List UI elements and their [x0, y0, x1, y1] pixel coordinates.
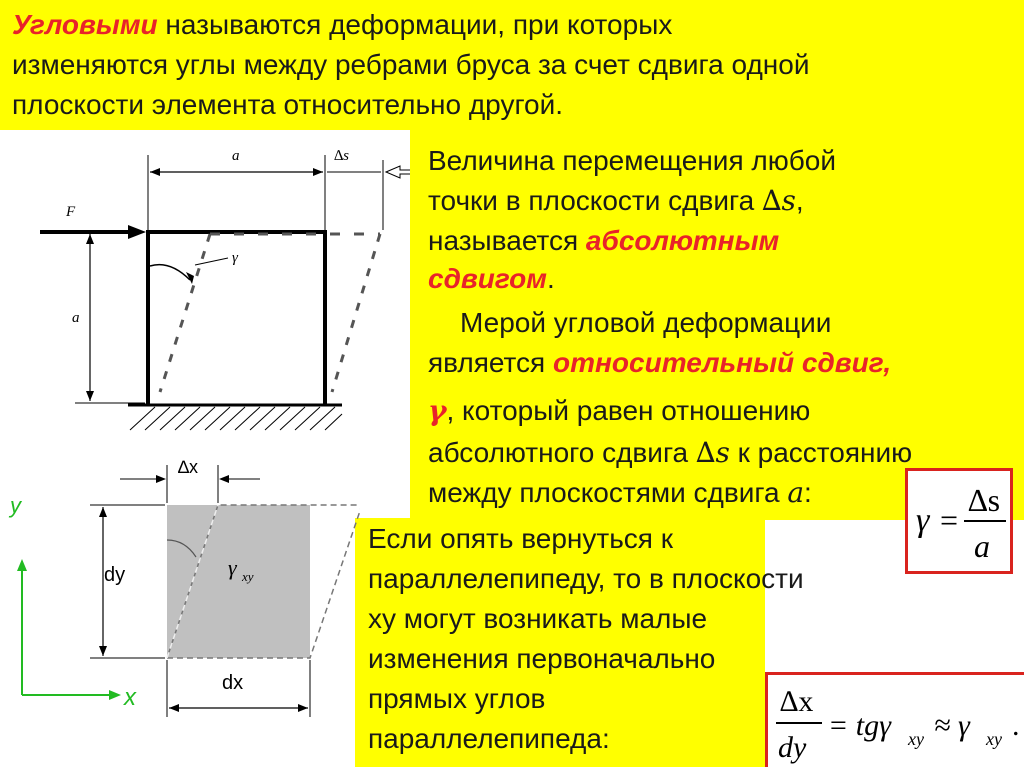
term-relative-shift: относительный сдвиг,	[553, 347, 892, 378]
ds-arrow-icon	[386, 166, 410, 178]
gamma-leader	[195, 258, 228, 265]
dim-side-arrow-top	[86, 234, 94, 244]
term-absolute: абсолютным	[585, 225, 780, 256]
x-axis-arrow	[109, 690, 121, 700]
block2-l2-pre: является	[428, 347, 553, 378]
formula2-rhs: = tgγ	[828, 709, 891, 742]
gamma-symbol: γ	[428, 394, 447, 427]
gamma-arc	[150, 265, 190, 280]
dx2-arrow-left	[169, 704, 179, 712]
intro-line-2: изменяются углы между ребрами бруса за счет сдвига одной	[12, 49, 810, 80]
intro-line1-rest: называются деформации, при которых	[157, 9, 673, 40]
block3-line-6: параллелепипеда:	[368, 723, 610, 754]
deformed-left	[160, 234, 210, 392]
y-axis-arrow	[17, 559, 27, 571]
formula-relative-shift	[905, 468, 1013, 574]
formula-tan-gamma	[765, 672, 1024, 767]
block2-line-1: Мерой угловой деформации	[460, 307, 832, 338]
block2-l5-pre: между плоскостями сдвига	[428, 477, 788, 508]
formula2-svg	[768, 675, 1024, 767]
element-shear-diagram	[0, 455, 360, 767]
block3-line-2: параллелепипеду, то в плоскости	[368, 563, 804, 594]
label-a-top: a	[232, 148, 240, 164]
label-a-side: a	[72, 310, 80, 326]
label-delta-x: ∆x	[178, 457, 199, 477]
block1-line-4	[428, 262, 555, 296]
intro-line-3: плоскости элемента относительно другой.	[12, 89, 564, 120]
ground-hatch	[130, 407, 342, 430]
element-square	[167, 505, 310, 658]
formula1-lhs: γ	[916, 502, 930, 539]
formula1-num: ∆s	[968, 482, 1001, 518]
label-dx: dx	[222, 672, 244, 694]
delta-s-symbol-2: ∆s	[695, 436, 730, 469]
dy-arrow-top	[99, 507, 107, 517]
dim-arrow-right	[313, 168, 323, 176]
label-F: F	[66, 204, 76, 220]
formula1-den: a	[974, 528, 990, 564]
block3-line-4: изменения первоначально	[368, 643, 716, 674]
dx2-arrow-right	[298, 704, 308, 712]
block2-line-5	[428, 476, 812, 510]
dy-arrow-bottom	[99, 646, 107, 656]
formula1-eq: =	[940, 502, 959, 538]
block1-line-3	[428, 224, 779, 258]
block2-line-4	[428, 436, 912, 470]
label-x-axis: x	[124, 684, 136, 711]
block1-line-2	[428, 184, 804, 218]
block2-l5-post: :	[804, 477, 812, 508]
formula2-den: dy	[778, 731, 807, 764]
dx-arrow-left	[156, 475, 166, 483]
block2-line-3	[428, 394, 810, 428]
intro-highlight: Угловыми	[12, 9, 158, 40]
dx-arrow-right	[219, 475, 229, 483]
block2-line-2	[428, 346, 891, 380]
block3-line-5: прямых углов	[368, 683, 546, 714]
label-gamma-xy-sub: xy	[242, 569, 254, 584]
block1-l2-post: ,	[795, 185, 804, 216]
formula2-end: .	[1012, 709, 1020, 742]
dim-side-arrow-bottom	[86, 391, 94, 401]
block1-l2-pre: точки в плоскости сдвига	[428, 185, 762, 216]
block2-l3-post: , который равен отношению	[446, 395, 811, 426]
label-dy: dy	[104, 564, 126, 586]
dim-arrow-left	[150, 168, 160, 176]
label-y-axis: y	[10, 493, 21, 518]
label-ds: ∆s	[334, 148, 350, 164]
formula2-approx: ≈ γ	[934, 709, 970, 742]
deformed-right	[332, 234, 380, 392]
label-gamma: γ	[232, 250, 238, 266]
label-gamma-xy: γ	[228, 555, 237, 580]
formula2-sub1: xy	[908, 729, 924, 749]
shear-frame-diagram	[0, 130, 410, 440]
block2-l4-pre: абсолютного сдвига	[428, 437, 696, 468]
a-symbol: a	[787, 476, 805, 509]
delta-s-symbol: ∆s	[761, 184, 796, 217]
block1-l3-pre: называется	[428, 225, 586, 256]
formula2-sub2: xy	[986, 729, 1002, 749]
block3-line-3: xy могут возникать малые	[368, 603, 708, 634]
formula1-svg	[908, 471, 1010, 571]
block2-l4-post: к расстоянию	[729, 437, 913, 468]
term-shift: сдвигом	[428, 263, 547, 294]
block3-line-1: Если опять вернуться к	[368, 523, 673, 554]
block1-l4-post: .	[546, 263, 555, 294]
block1-line-1: Величина перемещения любой	[428, 145, 836, 176]
intro-line-1	[12, 8, 672, 42]
formula2-num: ∆x	[780, 685, 814, 718]
